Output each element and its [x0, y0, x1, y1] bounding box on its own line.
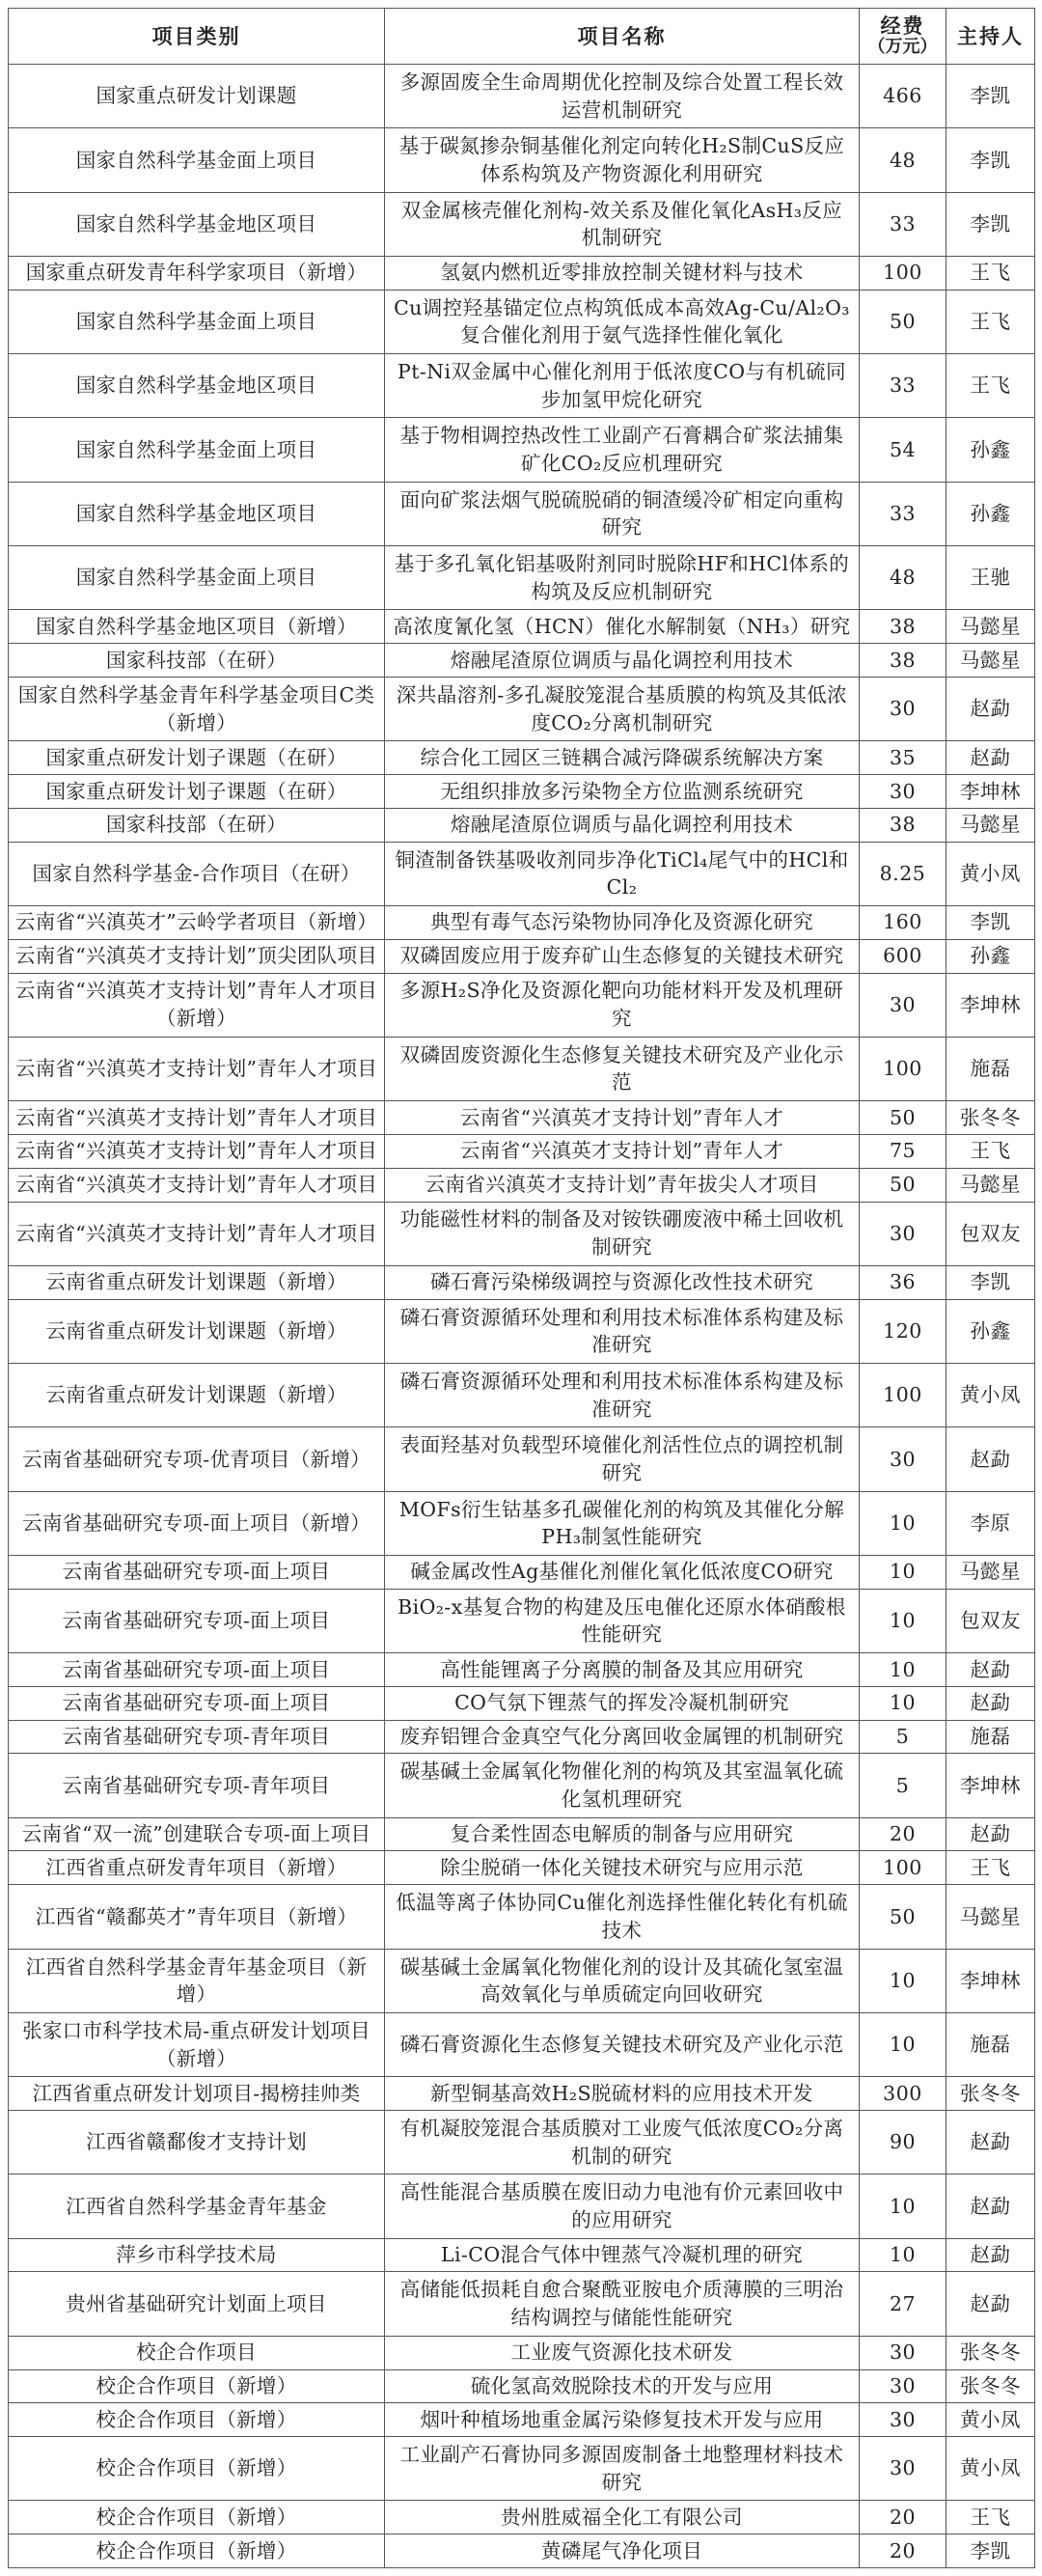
project-fee-cell: 10: [860, 1491, 946, 1555]
table-row: [9, 775, 1035, 809]
table-row: [9, 1686, 1035, 1720]
project-pi-cell: 黄小凤: [946, 842, 1035, 905]
project-fee-cell: 30: [860, 775, 946, 809]
table-row: [9, 65, 1035, 128]
project-category-cell: 云南省“兴滇英才支持计划”青年人才项目: [9, 1168, 385, 1202]
project-category-cell: 萍乡市科学技术局: [9, 2238, 385, 2272]
project-pi-cell: 李坤林: [946, 1949, 1035, 2012]
project-name-cell: 双磷固废资源化生态修复关键技术研究及产业化示范: [385, 1037, 860, 1100]
project-name-cell: 基于物相调控热改性工业副产石膏耦合矿浆法捕集矿化CO₂反应机理研究: [385, 418, 860, 482]
project-name-cell: 新型铜基高效H₂S脱硫材料的应用技术开发: [385, 2077, 860, 2111]
table-row: [9, 1299, 1035, 1363]
project-pi-cell: 赵勐: [946, 677, 1035, 740]
table-row: [9, 610, 1035, 644]
table-row: [9, 842, 1035, 905]
project-pi-cell: 赵勐: [946, 2111, 1035, 2174]
project-fee-cell: 100: [860, 1037, 946, 1100]
table-row: [9, 1555, 1035, 1589]
header-fee-unit: （万元）: [867, 37, 938, 58]
project-fee-cell: 48: [860, 128, 946, 192]
project-pi-cell: 孙鑫: [946, 1299, 1035, 1363]
project-name-cell: 铜渣制备铁基吸收剂同步净化TiCl₄尾气中的HCl和Cl₂: [385, 842, 860, 905]
project-category-cell: 江西省赣鄱俊才支持计划: [9, 2111, 385, 2174]
table-row: [9, 2111, 1035, 2174]
project-table: [8, 8, 1035, 2568]
table-row: [9, 905, 1035, 939]
project-category-cell: 国家自然科学基金地区项目: [9, 354, 385, 418]
project-name-cell: 低温等离子体协同Cu催化剂选择性催化转化有机硫技术: [385, 1885, 860, 1949]
project-name-cell: 复合柔性固态电解质的制备与应用研究: [385, 1817, 860, 1851]
table-row: [9, 2174, 1035, 2238]
header-name: 项目名称: [385, 9, 860, 65]
project-category-cell: 云南省“兴滇英才支持计划”青年人才项目（新增）: [9, 973, 385, 1037]
project-pi-cell: 赵勐: [946, 1817, 1035, 1851]
project-fee-cell: 30: [860, 973, 946, 1037]
project-fee-cell: 30: [860, 1427, 946, 1491]
project-category-cell: 云南省基础研究专项-面上项目: [9, 1652, 385, 1686]
table-row: [9, 1491, 1035, 1555]
table-row: [9, 1720, 1035, 1754]
project-name-cell: 高储能低损耗自愈合聚酰亚胺电介质薄膜的三明治结构调控与储能性能研究: [385, 2272, 860, 2336]
project-pi-cell: 王飞: [946, 1851, 1035, 1885]
project-fee-cell: 120: [860, 1299, 946, 1363]
project-pi-cell: 黄小凤: [946, 2437, 1035, 2501]
project-fee-cell: 30: [860, 2369, 946, 2403]
table-row: [9, 1168, 1035, 1202]
project-name-cell: 磷石膏污染梯级调控与资源化改性技术研究: [385, 1265, 860, 1299]
project-name-cell: MOFs衍生钴基多孔碳催化剂的构筑及其催化分解PH₃制氢性能研究: [385, 1491, 860, 1555]
project-pi-cell: 赵勐: [946, 2174, 1035, 2238]
project-name-cell: 熔融尾渣原位调质与晶化调控利用技术: [385, 644, 860, 678]
project-fee-cell: 160: [860, 905, 946, 939]
project-fee-cell: 600: [860, 939, 946, 973]
project-name-cell: 碱金属改性Ag基催化剂催化氧化低浓度CO研究: [385, 1555, 860, 1589]
header-category: 项目类别: [9, 9, 385, 65]
project-name-cell: 熔融尾渣原位调质与晶化调控利用技术: [385, 808, 860, 842]
table-row: [9, 1037, 1035, 1100]
project-category-cell: 云南省“兴滇英才支持计划”青年人才项目: [9, 1202, 385, 1265]
project-fee-cell: 54: [860, 418, 946, 482]
project-name-cell: 碳基碱土金属氧化物催化剂的构筑及其室温氧化硫化氢机理研究: [385, 1754, 860, 1817]
project-fee-cell: 10: [860, 1555, 946, 1589]
project-category-cell: 校企合作项目（新增）: [9, 2534, 385, 2568]
header-fee: [860, 9, 946, 65]
project-category-cell: 云南省基础研究专项-青年项目: [9, 1720, 385, 1754]
project-category-cell: 云南省“双一流”创建联合专项-面上项目: [9, 1817, 385, 1851]
project-fee-cell: 38: [860, 610, 946, 644]
project-pi-cell: 黄小凤: [946, 1363, 1035, 1426]
project-pi-cell: 马懿星: [946, 1885, 1035, 1949]
project-category-cell: 国家重点研发计划课题: [9, 65, 385, 128]
table-row: [9, 973, 1035, 1037]
table-row: [9, 939, 1035, 973]
project-pi-cell: 李坤林: [946, 775, 1035, 809]
project-fee-cell: 5: [860, 1754, 946, 1817]
project-pi-cell: 赵勐: [946, 741, 1035, 775]
project-category-cell: 国家自然科学基金-合作项目（在研）: [9, 842, 385, 905]
table-row: [9, 1101, 1035, 1135]
project-fee-cell: 35: [860, 741, 946, 775]
project-name-cell: 硫化氢高效脱除技术的开发与应用: [385, 2369, 860, 2403]
project-category-cell: 云南省“兴滇英才”云岭学者项目（新增）: [9, 905, 385, 939]
project-fee-cell: 10: [860, 1589, 946, 1652]
table-row: [9, 2534, 1035, 2568]
project-name-cell: BiO₂-x基复合物的构建及压电催化还原水体硝酸根性能研究: [385, 1589, 860, 1652]
project-fee-cell: 10: [860, 1686, 946, 1720]
table-row: [9, 808, 1035, 842]
project-name-cell: 深共晶溶剂-多孔凝胶笼混合基质膜的构筑及其低浓度CO₂分离机制研究: [385, 677, 860, 740]
project-fee-cell: 90: [860, 2111, 946, 2174]
table-row: [9, 2238, 1035, 2272]
project-category-cell: 江西省重点研发计划项目-揭榜挂帅类: [9, 2077, 385, 2111]
project-fee-cell: 8.25: [860, 842, 946, 905]
project-fee-cell: 48: [860, 545, 946, 609]
project-pi-cell: 赵勐: [946, 1427, 1035, 1491]
project-category-cell: 云南省基础研究专项-面上项目: [9, 1589, 385, 1652]
table-row: [9, 644, 1035, 678]
project-fee-cell: 30: [860, 2403, 946, 2437]
project-category-cell: 云南省重点研发计划课题（新增）: [9, 1265, 385, 1299]
project-name-cell: 高性能混合基质膜在废旧动力电池有价元素回收中的应用研究: [385, 2174, 860, 2238]
project-pi-cell: 施磊: [946, 1037, 1035, 1100]
project-category-cell: 云南省“兴滇英才支持计划”青年人才项目: [9, 1101, 385, 1135]
project-category-cell: 江西省“赣鄱英才”青年项目（新增）: [9, 1885, 385, 1949]
project-category-cell: 国家自然科学基金面上项目: [9, 418, 385, 482]
project-pi-cell: 包双友: [946, 1589, 1035, 1652]
project-name-cell: 多源固废全生命周期优化控制及综合处置工程长效运营机制研究: [385, 65, 860, 128]
project-fee-cell: 5: [860, 1720, 946, 1754]
project-fee-cell: 27: [860, 2272, 946, 2336]
project-pi-cell: 张冬冬: [946, 2077, 1035, 2111]
project-pi-cell: 张冬冬: [946, 1101, 1035, 1135]
project-pi-cell: 赵勐: [946, 1686, 1035, 1720]
project-pi-cell: 王飞: [946, 2501, 1035, 2534]
project-name-cell: 典型有毒气态污染物协同净化及资源化研究: [385, 905, 860, 939]
project-name-cell: 磷石膏资源化生态修复关键技术研究及产业化示范: [385, 2012, 860, 2076]
project-pi-cell: 王飞: [946, 354, 1035, 418]
table-row: [9, 354, 1035, 418]
table-row: [9, 1134, 1035, 1168]
table-body: [9, 65, 1035, 2568]
project-name-cell: 表面羟基对负载型环境催化剂活性位点的调控机制研究: [385, 1427, 860, 1491]
project-fee-cell: 10: [860, 1949, 946, 2012]
project-category-cell: 国家自然科学基金地区项目（新增）: [9, 610, 385, 644]
table-row: [9, 1949, 1035, 2012]
project-fee-cell: 10: [860, 2238, 946, 2272]
project-fee-cell: 30: [860, 1202, 946, 1265]
project-pi-cell: 施磊: [946, 1720, 1035, 1754]
project-name-cell: 多源H₂S净化及资源化靶向功能材料开发及机理研究: [385, 973, 860, 1037]
project-fee-cell: 30: [860, 677, 946, 740]
project-pi-cell: 李凯: [946, 1265, 1035, 1299]
project-category-cell: 云南省基础研究专项-面上项目: [9, 1686, 385, 1720]
table-row: [9, 1427, 1035, 1491]
header-pi: 主持人: [946, 9, 1035, 65]
project-fee-cell: 75: [860, 1134, 946, 1168]
project-name-cell: 黄磷尾气净化项目: [385, 2534, 860, 2568]
project-category-cell: 国家自然科学基金面上项目: [9, 290, 385, 353]
project-name-cell: 综合化工园区三链耦合减污降碳系统解决方案: [385, 741, 860, 775]
table-row: [9, 2403, 1035, 2437]
project-name-cell: Cu调控羟基锚定位点构筑低成本高效Ag-Cu/Al₂O₃复合催化剂用于氨气选择性催化氧化: [385, 290, 860, 353]
project-pi-cell: 李凯: [946, 192, 1035, 256]
project-pi-cell: 孙鑫: [946, 482, 1035, 545]
table-row: [9, 1265, 1035, 1299]
project-fee-cell: 10: [860, 1652, 946, 1686]
project-pi-cell: 王驰: [946, 545, 1035, 609]
project-pi-cell: 李原: [946, 1491, 1035, 1555]
project-fee-cell: 33: [860, 354, 946, 418]
project-fee-cell: 100: [860, 1363, 946, 1426]
project-name-cell: 磷石膏资源循环处理和利用技术标准体系构建及标准研究: [385, 1299, 860, 1363]
project-pi-cell: 王飞: [946, 1134, 1035, 1168]
project-pi-cell: 黄小凤: [946, 2403, 1035, 2437]
project-name-cell: 碳基碱土金属氧化物催化剂的设计及其硫化氢室温高效氧化与单质硫定向回收研究: [385, 1949, 860, 2012]
project-pi-cell: 李凯: [946, 65, 1035, 128]
table-row: [9, 1754, 1035, 1817]
project-fee-cell: 50: [860, 290, 946, 353]
project-fee-cell: 300: [860, 2077, 946, 2111]
project-category-cell: 校企合作项目（新增）: [9, 2403, 385, 2437]
project-pi-cell: 王飞: [946, 256, 1035, 290]
project-category-cell: 云南省“兴滇英才支持计划”青年人才项目: [9, 1037, 385, 1100]
table-row: [9, 482, 1035, 545]
project-category-cell: 张家口市科学技术局-重点研发计划项目（新增）: [9, 2012, 385, 2076]
project-category-cell: 云南省“兴滇英才支持计划”青年人才项目: [9, 1134, 385, 1168]
project-name-cell: 基于碳氮掺杂铜基催化剂定向转化H₂S制CuS反应体系构筑及产物资源化利用研究: [385, 128, 860, 192]
project-category-cell: 国家自然科学基金青年科学基金项目C类（新增）: [9, 677, 385, 740]
project-name-cell: 氢氨内燃机近零排放控制关键材料与技术: [385, 256, 860, 290]
table-row: [9, 1817, 1035, 1851]
project-fee-cell: 33: [860, 482, 946, 545]
project-fee-cell: 50: [860, 1101, 946, 1135]
project-fee-cell: 36: [860, 1265, 946, 1299]
project-category-cell: 江西省重点研发青年项目（新增）: [9, 1851, 385, 1885]
project-category-cell: 江西省自然科学基金青年基金项目（新增）: [9, 1949, 385, 2012]
project-name-cell: 面向矿浆法烟气脱硫脱硝的铜渣缓冷矿相定向重构研究: [385, 482, 860, 545]
project-fee-cell: 100: [860, 256, 946, 290]
table-row: [9, 545, 1035, 609]
table-row: [9, 1652, 1035, 1686]
project-pi-cell: 李凯: [946, 905, 1035, 939]
project-category-cell: 云南省重点研发计划课题（新增）: [9, 1299, 385, 1363]
project-pi-cell: 赵勐: [946, 2238, 1035, 2272]
table-row: [9, 128, 1035, 192]
project-fee-cell: 10: [860, 2174, 946, 2238]
project-pi-cell: 张冬冬: [946, 2336, 1035, 2369]
project-pi-cell: 施磊: [946, 2012, 1035, 2076]
project-category-cell: 贵州省基础研究计划面上项目: [9, 2272, 385, 2336]
project-fee-cell: 33: [860, 192, 946, 256]
project-category-cell: 国家重点研发计划子课题（在研）: [9, 775, 385, 809]
project-fee-cell: 20: [860, 2501, 946, 2534]
table-row: [9, 741, 1035, 775]
project-fee-cell: 30: [860, 2336, 946, 2369]
project-category-cell: 校企合作项目（新增）: [9, 2369, 385, 2403]
project-category-cell: 校企合作项目（新增）: [9, 2501, 385, 2534]
project-pi-cell: 李凯: [946, 2534, 1035, 2568]
project-pi-cell: 孙鑫: [946, 418, 1035, 482]
project-name-cell: 功能磁性材料的制备及对铵铁硼废液中稀土回收机制研究: [385, 1202, 860, 1265]
table-row: [9, 256, 1035, 290]
project-fee-cell: 100: [860, 1851, 946, 1885]
project-name-cell: 工业废气资源化技术研发: [385, 2336, 860, 2369]
project-category-cell: 云南省基础研究专项-面上项目（新增）: [9, 1491, 385, 1555]
project-category-cell: 校企合作项目（新增）: [9, 2437, 385, 2501]
project-pi-cell: 孙鑫: [946, 939, 1035, 973]
project-category-cell: 云南省基础研究专项-青年项目: [9, 1754, 385, 1817]
project-category-cell: 江西省自然科学基金青年基金: [9, 2174, 385, 2238]
project-category-cell: 云南省基础研究专项-优青项目（新增）: [9, 1427, 385, 1491]
project-name-cell: 废弃铝锂合金真空气化分离回收金属锂的机制研究: [385, 1720, 860, 1754]
project-category-cell: 云南省“兴滇英才支持计划”顶尖团队项目: [9, 939, 385, 973]
project-name-cell: CO气氛下锂蒸气的挥发冷凝机制研究: [385, 1686, 860, 1720]
project-name-cell: Li-CO混合气体中锂蒸气冷凝机理的研究: [385, 2238, 860, 2272]
project-name-cell: Pt-Ni双金属中心催化剂用于低浓度CO与有机硫同步加氢甲烷化研究: [385, 354, 860, 418]
project-fee-cell: 38: [860, 808, 946, 842]
project-category-cell: 云南省重点研发计划课题（新增）: [9, 1363, 385, 1426]
project-fee-cell: 466: [860, 65, 946, 128]
project-name-cell: 云南省“兴滇英才支持计划”青年人才: [385, 1101, 860, 1135]
project-fee-cell: 38: [860, 644, 946, 678]
table-row: [9, 1363, 1035, 1426]
project-name-cell: 有机凝胶笼混合基质膜对工业废气低浓度CO₂分离机制的研究: [385, 2111, 860, 2174]
table-row: [9, 2272, 1035, 2336]
project-pi-cell: 马懿星: [946, 1555, 1035, 1589]
project-fee-cell: 20: [860, 1817, 946, 1851]
project-name-cell: 云南省“兴滇英才支持计划”青年人才: [385, 1134, 860, 1168]
table-row: [9, 2369, 1035, 2403]
project-pi-cell: 李凯: [946, 128, 1035, 192]
table-row: [9, 677, 1035, 740]
project-category-cell: 校企合作项目: [9, 2336, 385, 2369]
project-category-cell: 国家科技部（在研）: [9, 644, 385, 678]
project-fee-cell: 50: [860, 1168, 946, 1202]
project-name-cell: 除尘脱硝一体化关键技术研究与应用示范: [385, 1851, 860, 1885]
project-name-cell: 工业副产石膏协同多源固废制备土地整理材料技术研究: [385, 2437, 860, 2501]
project-pi-cell: 李坤林: [946, 973, 1035, 1037]
project-name-cell: 双磷固废应用于废弃矿山生态修复的关键技术研究: [385, 939, 860, 973]
project-fee-cell: 10: [860, 2012, 946, 2076]
project-name-cell: 云南省兴滇英才支持计划”青年拔尖人才项目: [385, 1168, 860, 1202]
project-pi-cell: 马懿星: [946, 644, 1035, 678]
project-pi-cell: 赵勐: [946, 1652, 1035, 1686]
project-pi-cell: 李坤林: [946, 1754, 1035, 1817]
project-name-cell: 基于多孔氧化铝基吸附剂同时脱除HF和HCl体系的构筑及反应机制研究: [385, 545, 860, 609]
table-row: [9, 1589, 1035, 1652]
table-row: [9, 2336, 1035, 2369]
table-row: [9, 2501, 1035, 2534]
project-category-cell: 国家重点研发计划子课题（在研）: [9, 741, 385, 775]
project-name-cell: 高浓度氰化氢（HCN）催化水解制氨（NH₃）研究: [385, 610, 860, 644]
project-category-cell: 国家自然科学基金地区项目: [9, 482, 385, 545]
table-row: [9, 1202, 1035, 1265]
project-name-cell: 双金属核壳催化剂构-效关系及催化氧化AsH₃反应机制研究: [385, 192, 860, 256]
project-fee-cell: 30: [860, 2437, 946, 2501]
header-row: [9, 9, 1035, 65]
project-pi-cell: 马懿星: [946, 1168, 1035, 1202]
table-row: [9, 2437, 1035, 2501]
project-fee-cell: 50: [860, 1885, 946, 1949]
project-pi-cell: 王飞: [946, 290, 1035, 353]
project-pi-cell: 张冬冬: [946, 2369, 1035, 2403]
project-category-cell: 国家自然科学基金地区项目: [9, 192, 385, 256]
table-row: [9, 2012, 1035, 2076]
project-pi-cell: 马懿星: [946, 610, 1035, 644]
project-name-cell: 贵州胜威福全化工有限公司: [385, 2501, 860, 2534]
project-name-cell: 无组织排放多污染物全方位监测系统研究: [385, 775, 860, 809]
project-category-cell: 国家自然科学基金面上项目: [9, 545, 385, 609]
project-name-cell: 烟叶种植场地重金属污染修复技术开发与应用: [385, 2403, 860, 2437]
project-pi-cell: 包双友: [946, 1202, 1035, 1265]
project-pi-cell: 赵勐: [946, 2272, 1035, 2336]
table-row: [9, 192, 1035, 256]
project-name-cell: 磷石膏资源循环处理和利用技术标准体系构建及标准研究: [385, 1363, 860, 1426]
project-category-cell: 国家自然科学基金面上项目: [9, 128, 385, 192]
project-pi-cell: 马懿星: [946, 808, 1035, 842]
project-category-cell: 云南省基础研究专项-面上项目: [9, 1555, 385, 1589]
project-fee-cell: 20: [860, 2534, 946, 2568]
header-fee-label: 经费: [880, 14, 925, 39]
table-row: [9, 290, 1035, 353]
project-category-cell: 国家重点研发青年科学家项目（新增）: [9, 256, 385, 290]
table-row: [9, 1885, 1035, 1949]
table-row: [9, 2077, 1035, 2111]
table-row: [9, 1851, 1035, 1885]
project-category-cell: 国家科技部（在研）: [9, 808, 385, 842]
table-row: [9, 418, 1035, 482]
project-name-cell: 高性能锂离子分离膜的制备及其应用研究: [385, 1652, 860, 1686]
